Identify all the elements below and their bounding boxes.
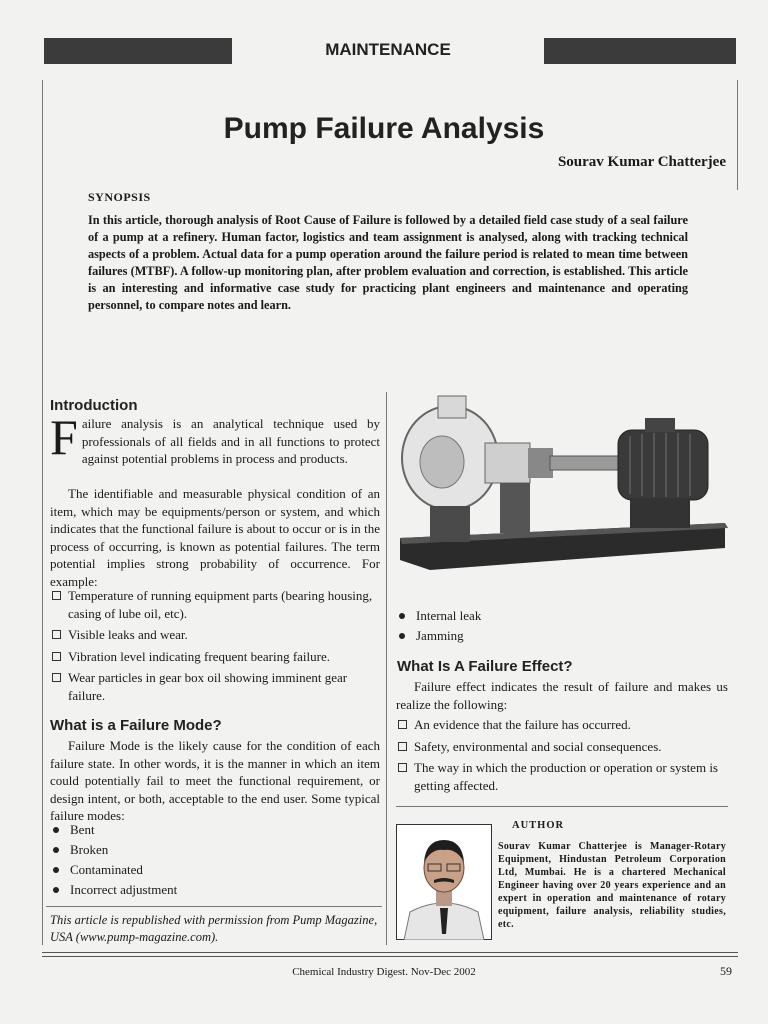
credit-rule — [46, 906, 382, 907]
list-item: Bent — [50, 820, 350, 840]
synopsis-text: In this article, thorough analysis of Root Cause of Failure is followed by a detailed field case study of a seal failure of a pump at a refinery. Human factor, logistics and team assignment is analysed, along with tracking technical aspects of a problem. Actual data for a pump operation around the failure period is related to mean time between failures (MTBF). A follow-up monitoring plan, after problem evaluation and correction, is established. This article is an interesting and informative case study for practicing plant engineers and maintenance and operating personnel, to compare notes and learn. — [88, 213, 688, 312]
list-item: Visible leaks and wear. — [50, 626, 382, 644]
failure-modes-continued — [396, 606, 696, 646]
failure-mode-heading: What is a Failure Mode? — [50, 717, 222, 734]
intro-paragraph-2 — [50, 485, 380, 590]
failure-effect-text: Failure effect indicates the result of failure and makes us realize the following: — [396, 679, 728, 712]
list-item: An evidence that the failure has occurred. — [396, 716, 728, 734]
failure-modes-list — [50, 820, 350, 900]
header-bar-right — [544, 38, 736, 64]
list-item: Jamming — [396, 626, 696, 646]
list-item: Vibration level indicating frequent bearing failure. — [50, 648, 382, 666]
intro-p1-text: ailure analysis is an analytical technique used by professionals of all fields and in all functions to protect against potential problems in process and products. — [81, 416, 380, 466]
section-label: MAINTENANCE — [325, 40, 451, 59]
footer-journal: Chemical Industry Digest. Nov-Dec 2002 — [292, 966, 476, 978]
failure-mode-paragraph — [50, 737, 380, 825]
coupling-guard — [550, 456, 620, 470]
failure-effect-list — [396, 716, 728, 798]
failure-effect-paragraph — [396, 678, 728, 713]
failure-mode-text: Failure Mode is the likely cause for the condition of each failure state. In other words, it is the manner in which an item could potentially fail to meet the functional requirement, or design intent, or both, acceptable to the end user. Some typical failure modes: — [50, 738, 380, 823]
list-item: Internal leak — [396, 606, 696, 626]
header-bar-left — [44, 38, 232, 64]
list-item: Incorrect adjustment — [50, 880, 350, 900]
footer-rule-bottom — [42, 956, 738, 957]
author-bio: Sourav Kumar Chatterjee is Manager-Rotary Equipment, Hindustan Petroleum Corporation Ltd, Mumbai. He is a chartered Mechanical Engineer having over 20 years experience and an expert in operation and maintenance of rotary equipment, failure analysis, reliability studies, etc. — [498, 841, 726, 930]
bearing-housing — [485, 443, 530, 483]
column-divider — [386, 392, 387, 945]
motor — [618, 430, 708, 500]
intro-p2-text: The identifiable and measurable physical condition of an item, which may be equipments/person or system, and which indicates that the functional failure is about to occur or is in the process of occurring, is known as potential failures. The term potential implies strong probability of occurrence. For example: — [50, 486, 380, 589]
pump-photo — [390, 388, 730, 580]
footer-rule-top — [42, 952, 738, 953]
list-item: The way in which the production or operation or system is getting affected. — [396, 759, 728, 794]
list-item: Safety, environmental and social consequences. — [396, 738, 728, 756]
article-title: Pump Failure Analysis — [223, 112, 545, 145]
intro-paragraph-1 — [50, 409, 380, 468]
intro-heading: Introduction — [50, 397, 138, 414]
list-item: Temperature of running equipment parts (bearing housing, casing of lube oil, etc). — [50, 587, 382, 622]
potential-failure-examples — [50, 587, 382, 708]
failure-effect-heading: What Is A Failure Effect? — [397, 658, 573, 675]
author-box-heading: AUTHOR — [512, 820, 565, 831]
list-item: Wear particles in gear box oil showing imminent gear failure. — [50, 669, 382, 704]
synopsis-heading: SYNOPSIS — [88, 190, 151, 204]
dropcap-letter: F — [50, 409, 78, 465]
republish-credit: This article is republished with permission from Pump Magazine, USA (www.pump-magazine.com). — [50, 913, 378, 944]
page-number: 59 — [720, 964, 732, 978]
author-rule — [396, 806, 728, 807]
author-photo — [396, 824, 492, 940]
frame-left-rule — [42, 80, 43, 945]
author-byline: Sourav Kumar Chatterjee — [557, 154, 726, 170]
list-item: Broken — [50, 840, 350, 860]
list-item: Contaminated — [50, 860, 350, 880]
